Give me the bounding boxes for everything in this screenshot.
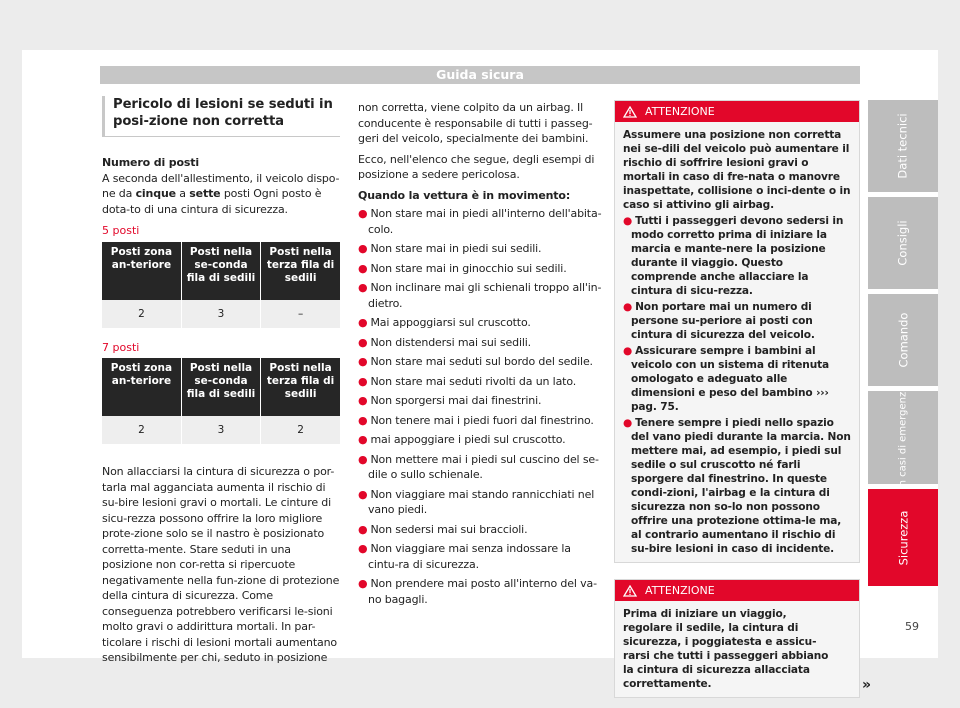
list-item-text: Non sporgersi mai dai finestrini.: [370, 394, 542, 407]
tab-sicurezza[interactable]: [868, 489, 938, 586]
warning-body: [615, 601, 859, 697]
tab-label: Comando: [895, 312, 910, 368]
paragraph: non corretta, viene colpito da un airbag. Il conducente è responsabile di tutti i passeg-geri del veicolo, specialmente dei bambini.: [358, 101, 593, 145]
list-item: [358, 354, 604, 370]
intro-text: A seconda dell'allestimento, il veicolo dispo-ne da: [102, 171, 340, 200]
list-item: [358, 452, 604, 483]
warning-text: Prima di iniziare un viaggio, regolare il sedile, la cintura di sicurezza, i poggiatesta e assicu-rarsi che tutti i passeggeri abbiano la cintura di sicurezza allacciata correttamente.: [623, 608, 829, 690]
column-left: [102, 96, 340, 666]
warning-item-text: Tenere sempre i piedi nello spazio del vano piedi durante la marcia. Non mettere mai, ad esempio, i piedi sul sedile o sul cruscotto né farli sporgere dal finestrino. In queste condi-zioni, l'airbag e la cintura di sicurezza non so-lo non possono offrire una protezione ottima-le ma, al contrario aumentano il rischio di su-bire lesioni in caso di incidente.: [631, 417, 851, 555]
continue-arrow-icon: »: [861, 677, 871, 693]
bullet-icon: ●: [623, 301, 633, 313]
list-item: [358, 241, 604, 257]
table-header: Posti nella terza fila di sedili: [261, 242, 340, 300]
bullet-icon: ●: [358, 433, 368, 446]
list-item-text: Non stare mai in piedi sui sedili.: [370, 242, 542, 255]
list-item: [358, 522, 604, 538]
list-item: [358, 432, 604, 448]
list-item: [358, 541, 604, 572]
list-item: [358, 206, 604, 237]
list-item-text: Non stare mai in piedi all'interno dell'abita-colo.: [368, 207, 602, 236]
list-item-text: Non viaggiare mai senza indossare la cintu-ra di sicurezza.: [368, 542, 571, 571]
table-header: Posti nella terza fila di sedili: [261, 358, 340, 416]
table-cell: 2: [261, 416, 340, 444]
list-item-text: Non prendere mai posto all'interno del va-no bagagli.: [368, 577, 597, 606]
warning-body: [615, 122, 859, 562]
bullet-icon: ●: [358, 242, 368, 255]
bullet-icon: ●: [358, 542, 368, 555]
bullet-icon: ●: [358, 374, 368, 388]
bullet-icon: ●: [358, 207, 368, 220]
list-item: [358, 413, 604, 429]
tab-dati-tecnici[interactable]: [868, 100, 938, 192]
tab-comando[interactable]: [868, 294, 938, 386]
warning-box: [614, 100, 860, 563]
intro-text-a: a: [175, 187, 190, 200]
list-item-text: Non inclinare mai gli schienali troppo all'in-dietro.: [368, 281, 602, 310]
table-cell: 3: [181, 416, 260, 444]
warning-title: ATTENZIONE: [645, 105, 715, 118]
bullet-icon: ●: [358, 281, 368, 294]
warning-item: [623, 214, 851, 298]
list-item-text: Non tenere mai i piedi fuori dal finestrino.: [370, 413, 594, 427]
warning-intro: Assumere una posizione non corretta nei se-dili del veicolo può aumentare il rischio di soffrire lesioni gravi o mortali in caso di fre-nata o manovre inaspettate, collisione o inci-dente o in caso si attivino gli airbag.: [623, 129, 851, 211]
bullet-icon: ●: [623, 417, 633, 429]
running-header: Guida sicura: [100, 66, 860, 84]
list-item: [358, 315, 604, 331]
bullet-icon: ●: [358, 487, 368, 501]
tab-consigli[interactable]: [868, 197, 938, 289]
list-item: [358, 261, 604, 277]
list-item: [358, 393, 604, 409]
warning-title: ATTENZIONE: [645, 584, 715, 597]
list-item: [358, 374, 604, 390]
word-cinque: cinque: [135, 187, 176, 200]
tab-label: Sicurezza: [896, 510, 910, 565]
tab-in-casi-di-emergenza[interactable]: [868, 385, 938, 490]
subheading-numero-posti: Numero di posti: [102, 156, 200, 169]
table-caption-7-posti: 7 posti: [102, 340, 140, 354]
table-header: Posti nella se-conda fila di sedili: [181, 242, 260, 300]
table-cell: –: [261, 300, 340, 328]
list-item-text: Non sedersi mai sui braccioli.: [370, 522, 528, 536]
table-cell: 2: [102, 300, 181, 328]
seats-table-7: [102, 358, 340, 444]
list-item: [358, 487, 604, 518]
list-item: [358, 335, 604, 351]
table-cell: 2: [102, 416, 181, 444]
table-header: Posti zona an-teriore: [102, 358, 181, 416]
list-item-text: Non stare mai seduti sul bordo del sedile.: [370, 355, 593, 368]
warning-item: [623, 300, 851, 342]
bullet-icon: ●: [358, 577, 368, 590]
list-item: [358, 576, 604, 607]
tab-label: Consigli: [895, 220, 910, 266]
word-sette: sette: [189, 187, 221, 200]
list-item-text: mai appoggiare i piedi sul cruscotto.: [370, 433, 566, 446]
table-header: Posti zona an-teriore: [102, 242, 181, 300]
bullet-icon: ●: [623, 215, 633, 227]
page-reference-link[interactable]: ››› pag. 75.: [631, 387, 829, 413]
bullet-icon: ●: [623, 345, 633, 357]
table-header: Posti nella se-conda fila di sedili: [181, 358, 260, 416]
bullet-icon: ●: [358, 452, 368, 466]
tab-label: Dati tecnici: [895, 113, 910, 179]
section-heading: Pericolo di lesioni se seduti in posi-zione non corretta: [102, 96, 340, 137]
list-item-text: Non stare mai in ginocchio sui sedili.: [370, 261, 567, 275]
intro-text-after: posti Ogni posto è dota-to di una cintura di sicurezza.: [102, 187, 322, 216]
warning-triangle-icon: [623, 106, 637, 118]
paragraph: Ecco, nell'elenco che segue, degli esempi di posizione a sedere pericolosa.: [358, 152, 595, 181]
bullet-icon: ●: [358, 335, 368, 349]
warning-item-text: Tutti i passeggeri devono sedersi in modo corretto prima di iniziare la marcia e mante-nere la posizione durante il viaggio. Questo comprende anche allacciare la cintura di sicu-rezza.: [631, 215, 844, 297]
warning-item: [623, 344, 851, 414]
column-right: [614, 100, 871, 708]
intro-paragraph: [102, 171, 340, 218]
warning-item-text: Non portare mai un numero di persone su-periore ai posti con cintura di sicurezza del veicolo.: [631, 301, 815, 341]
page-number: 59: [905, 620, 919, 633]
list-item-text: Mai appoggiarsi sul cruscotto.: [370, 316, 531, 329]
list-item: [358, 280, 604, 311]
list-item-text: Non mettere mai i piedi sul cuscino del se-dile o sullo schienale.: [368, 452, 599, 481]
column-middle: [358, 100, 604, 611]
bullet-list: [358, 206, 604, 607]
bullet-icon: ●: [358, 355, 368, 368]
seats-table-5: [102, 242, 340, 328]
warning-header: [615, 101, 859, 122]
table-cell: 3: [181, 300, 260, 328]
list-item-text: Non viaggiare mai stando rannicchiati nel vano piedi.: [368, 487, 595, 516]
warning-box-2: [614, 579, 871, 698]
warning-header: [615, 580, 859, 601]
warning-item-text: Assicurare sempre i bambini al veicolo con un sistema di ritenuta omologato e adeguato alle dimensioni e peso del bambino: [631, 345, 830, 399]
warning-item: [623, 416, 851, 556]
body-paragraph: Non allacciarsi la cintura di sicurezza o por-tarla mal agganciata aumenta il rischio di su-bire lesioni gravi o mortali. Le cinture di sicu-rezza possono offrire la loro migliore prote-zione solo se il nastro è posizionato corretta-mente. Stare seduti in una posizione non cor-retta si ripercuote negativamente nella fun-zione di protezione della cintura di sicurezza. Come conseguenza potrebbero verificarsi le-sioni molto gravi o addirittura mortali. In par-ticolare i rischi di lesioni mortali aumentano sensibilmente per chi, seduto in posizione: [102, 465, 340, 664]
warning-triangle-icon: [623, 585, 637, 597]
tab-label: In casi di emergenza: [897, 385, 909, 490]
bullet-icon: ●: [358, 261, 368, 275]
bullet-icon: ●: [358, 413, 368, 427]
bullet-icon: ●: [358, 394, 368, 407]
bullet-icon: ●: [358, 522, 368, 536]
table-caption-5-posti: 5 posti: [102, 224, 140, 237]
list-item-text: Non stare mai seduti rivolti da un lato.: [370, 374, 577, 388]
subheading-in-movimento: Quando la vettura è in movimento:: [358, 188, 571, 202]
list-item-text: Non distendersi mai sui sedili.: [370, 335, 532, 349]
bullet-icon: ●: [358, 316, 368, 329]
